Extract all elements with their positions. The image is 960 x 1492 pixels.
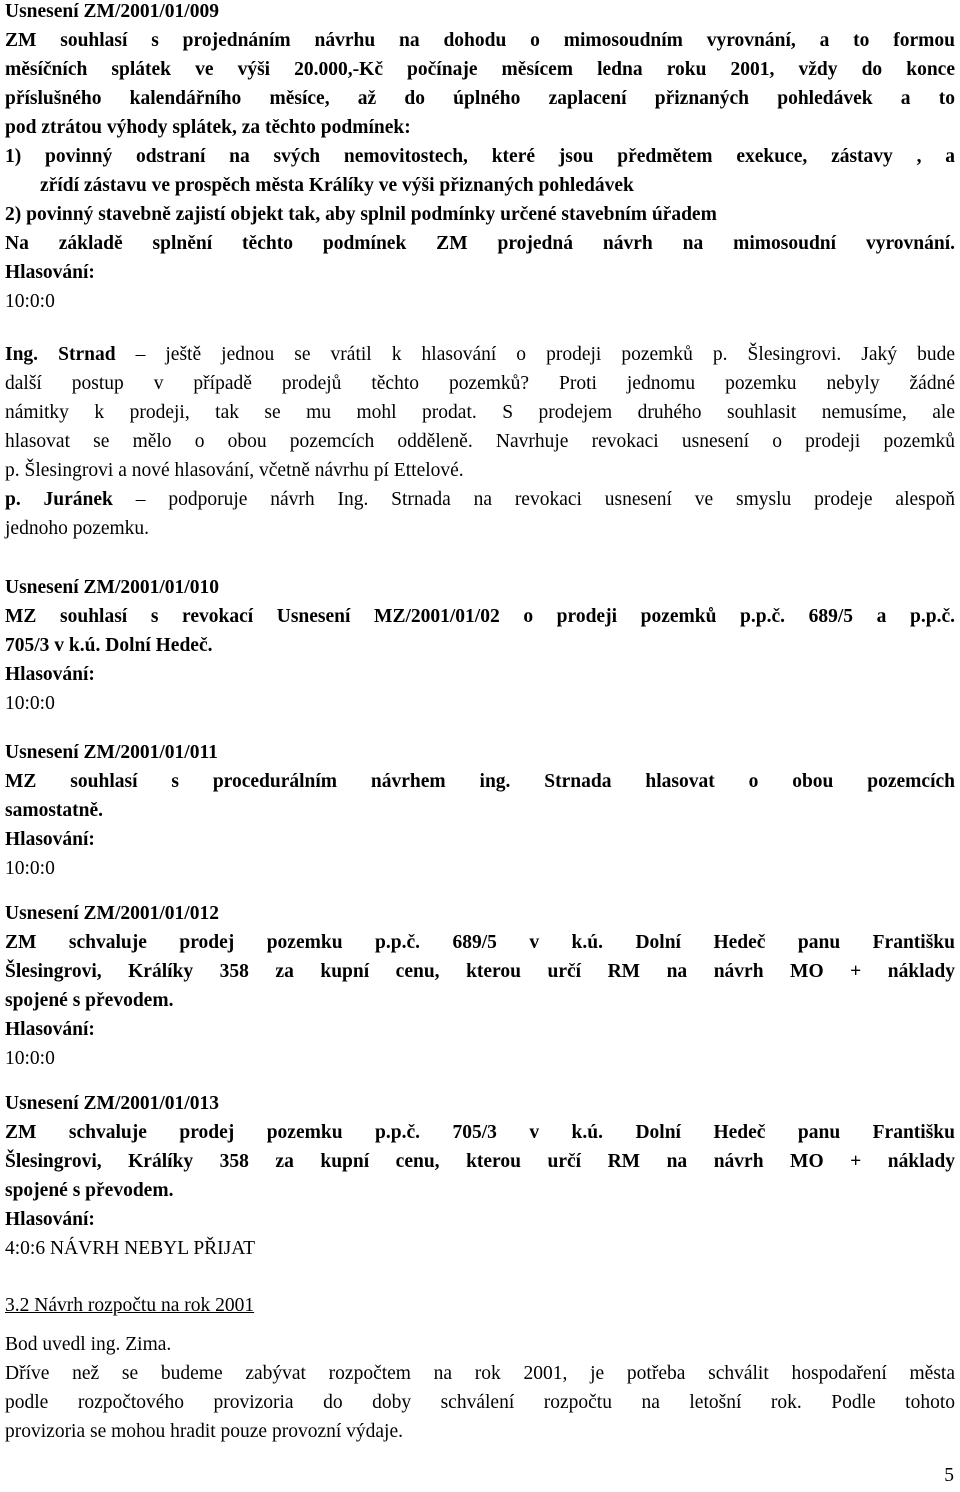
resolution-009-line-2: měsíčních splátek ve výši 20.000,-Kč počínaje měsícem ledna roku 2001, vždy do konce — [5, 59, 955, 80]
resolution-013-heading: Usnesení ZM/2001/01/013 — [5, 1093, 219, 1114]
resolution-011-line-1: MZ souhlasí s procedurálním návrhem ing. Strnada hlasovat o obou pozemcích — [5, 771, 955, 792]
resolution-009-line-6: zřídí zástavu ve prospěch města Králíky ve výši přiznaných pohledávek — [40, 175, 634, 196]
resolution-013-vote-label: Hlasování: — [5, 1209, 95, 1230]
budget-line-3: podle rozpočtového provizoria do doby schválení rozpočtu na letošní rok. Podle tohoto — [5, 1392, 955, 1413]
discussion-line-3: námitky k prodeji, tak se mu mohl prodat. S prodejem druhého souhlasit nemusíme, ale — [5, 402, 955, 423]
speaker-juranek: p. Juránek — [5, 489, 113, 510]
resolution-012-line-1: ZM schvaluje prodej pozemku p.p.č. 689/5 v k.ú. Dolní Hedeč panu Františku — [5, 932, 955, 953]
section-title: 3.2 Návrh rozpočtu na rok 2001 — [5, 1295, 255, 1316]
speaker-strnad: Ing. Strnad — [5, 344, 116, 365]
page-number: 5 — [944, 1465, 954, 1486]
discussion-line-7: jednoho pozemku. — [5, 518, 150, 539]
discussion-line-6 — [5, 488, 955, 512]
resolution-009-vote-result: 10:0:0 — [5, 291, 55, 312]
resolution-011-line-2: samostatně. — [5, 800, 104, 821]
resolution-011-vote-label: Hlasování: — [5, 829, 95, 850]
resolution-012-line-2: Šlesingrovi, Králíky 358 za kupní cenu, kterou určí RM na návrh MO + náklady — [5, 961, 955, 982]
discussion-line-4: hlasovat se mělo o obou pozemcích odděleně. Navrhuje revokaci usnesení o prodeji pozemků — [5, 431, 955, 452]
resolution-012-vote-label: Hlasování: — [5, 1019, 95, 1040]
resolution-009-line-1: ZM souhlasí s projednáním návrhu na dohodu o mimosoudním vyrovnání, a to formou — [5, 30, 955, 51]
resolution-011-vote-result: 10:0:0 — [5, 858, 55, 879]
resolution-009-line-3: příslušného kalendářního měsíce, až do úplného zaplacení přiznaných pohledávek a to — [5, 88, 955, 109]
discussion-text-6: – podporuje návrh Ing. Strnada na revokaci usnesení ve smyslu prodeje alespoň — [112, 489, 955, 510]
resolution-009-line-4: pod ztrátou výhody splátek, za těchto podmínek: — [5, 117, 411, 138]
discussion-line-1 — [5, 343, 955, 367]
discussion-line-2: další postup v případě prodejů těchto pozemků? Proti jednomu pozemku nebyly žádné — [5, 373, 955, 394]
resolution-013-line-2: Šlesingrovi, Králíky 358 za kupní cenu, kterou určí RM na návrh MO + náklady — [5, 1151, 955, 1172]
resolution-012-line-3: spojené s převodem. — [5, 990, 174, 1011]
discussion-text-1: – ještě jednou se vrátil k hlasování o prodeji pozemků p. Šlesingrovi. Jaký bude — [115, 344, 955, 365]
budget-line-1: Bod uvedl ing. Zima. — [5, 1334, 172, 1355]
resolution-009-line-5: 1) povinný odstraní na svých nemovitostech, které jsou předmětem exekuce, zástavy , a — [5, 146, 955, 167]
resolution-010-vote-result: 10:0:0 — [5, 693, 55, 714]
resolution-013-line-1: ZM schvaluje prodej pozemku p.p.č. 705/3 v k.ú. Dolní Hedeč panu Františku — [5, 1122, 955, 1143]
budget-line-2: Dříve než se budeme zabývat rozpočtem na rok 2001, je potřeba schválit hospodaření města — [5, 1363, 955, 1384]
resolution-012-vote-result: 10:0:0 — [5, 1048, 55, 1069]
resolution-010-heading: Usnesení ZM/2001/01/010 — [5, 577, 219, 598]
section-heading — [5, 1294, 955, 1318]
resolution-009-line-8: Na základě splnění těchto podmínek ZM projedná návrh na mimosoudní vyrovnání. — [5, 233, 955, 254]
resolution-013-line-3: spojené s převodem. — [5, 1180, 174, 1201]
discussion-line-5: p. Šlesingrovi a nové hlasování, včetně návrhu pí Ettelové. — [5, 460, 464, 481]
resolution-011-heading: Usnesení ZM/2001/01/011 — [5, 742, 218, 763]
resolution-013-vote-result: 4:0:6 NÁVRH NEBYL PŘIJAT — [5, 1238, 256, 1259]
budget-line-4: provizoria se mohou hradit pouze provozní výdaje. — [5, 1421, 404, 1442]
resolution-009-heading: Usnesení ZM/2001/01/009 — [5, 1, 219, 22]
resolution-010-vote-label: Hlasování: — [5, 664, 95, 685]
resolution-009-line-7: 2) povinný stavebně zajistí objekt tak, aby splnil podmínky určené stavebním úřadem — [5, 204, 717, 225]
resolution-009-vote-label: Hlasování: — [5, 262, 95, 283]
resolution-010-line-2: 705/3 v k.ú. Dolní Hedeč. — [5, 635, 213, 656]
resolution-012-heading: Usnesení ZM/2001/01/012 — [5, 903, 219, 924]
resolution-010-line-1: MZ souhlasí s revokací Usnesení MZ/2001/01/02 o prodeji pozemků p.p.č. 689/5 a p.p.č. — [5, 606, 955, 627]
